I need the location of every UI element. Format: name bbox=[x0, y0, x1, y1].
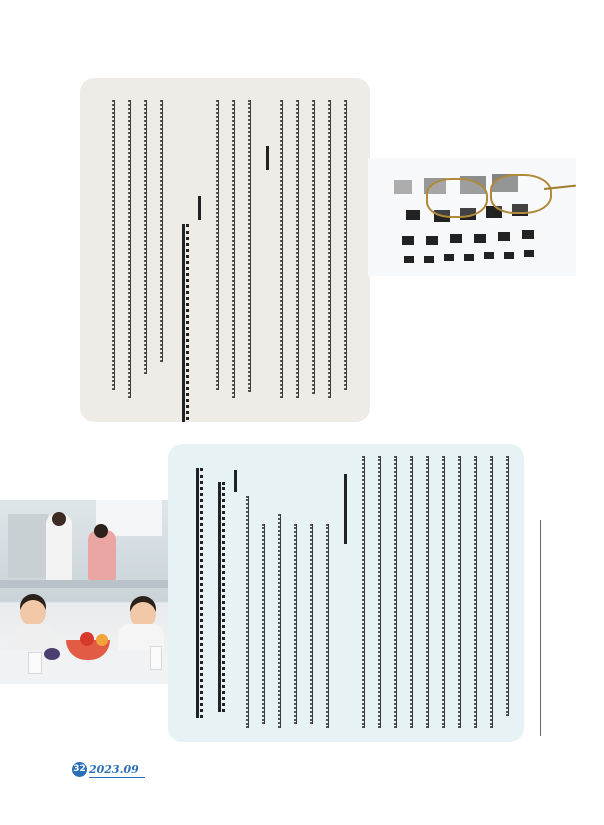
chart-symbol bbox=[464, 254, 474, 261]
chart-symbol bbox=[522, 230, 534, 239]
text-column bbox=[330, 100, 331, 398]
text-column bbox=[296, 524, 297, 724]
footer-rule bbox=[89, 777, 145, 778]
glasses-lens-left bbox=[426, 178, 488, 218]
text-column bbox=[298, 100, 299, 398]
text-column bbox=[248, 496, 249, 728]
article-panel-bottom bbox=[168, 444, 524, 742]
adult-head bbox=[94, 524, 108, 538]
text-column bbox=[492, 456, 493, 728]
text-column bbox=[380, 456, 381, 728]
chart-symbol bbox=[474, 234, 486, 243]
text-column bbox=[280, 514, 281, 728]
text-column bbox=[314, 100, 315, 394]
text-column bbox=[412, 456, 413, 728]
article-title-top bbox=[180, 224, 190, 422]
chart-symbol bbox=[450, 234, 462, 243]
counter bbox=[0, 580, 168, 588]
glasses-lens-right bbox=[490, 174, 552, 214]
child-head bbox=[20, 600, 46, 626]
article-panel-top bbox=[80, 78, 370, 422]
text-column bbox=[114, 100, 115, 390]
text-column bbox=[250, 100, 251, 392]
page-number: 32 bbox=[72, 762, 87, 777]
chart-symbol bbox=[406, 210, 420, 220]
section-marker bbox=[266, 146, 269, 170]
text-column bbox=[346, 100, 347, 390]
chart-symbol bbox=[394, 180, 412, 194]
adult-head bbox=[52, 512, 66, 526]
grapes bbox=[44, 648, 60, 660]
issue-date: 2023.09 bbox=[89, 763, 139, 776]
text-column bbox=[312, 524, 313, 724]
chart-symbol bbox=[426, 236, 438, 245]
text-column bbox=[428, 456, 429, 728]
section-marker bbox=[234, 470, 237, 492]
chart-symbol bbox=[484, 252, 494, 259]
glass bbox=[28, 652, 42, 674]
chart-symbol bbox=[524, 250, 534, 257]
text-column bbox=[130, 100, 131, 398]
text-column bbox=[218, 100, 219, 390]
text-column bbox=[396, 456, 397, 728]
chart-symbol bbox=[404, 256, 414, 263]
article-title-bottom bbox=[194, 468, 204, 718]
text-column bbox=[282, 100, 283, 398]
fruit bbox=[96, 634, 108, 646]
eye-chart-image bbox=[368, 158, 576, 276]
text-column bbox=[476, 456, 477, 728]
text-column bbox=[264, 524, 265, 724]
section-marker bbox=[344, 474, 347, 544]
text-column bbox=[508, 456, 509, 716]
chart-symbol bbox=[444, 254, 454, 261]
cabinet bbox=[8, 514, 48, 578]
text-column bbox=[146, 100, 147, 374]
text-column bbox=[162, 100, 163, 362]
chart-symbol bbox=[402, 236, 414, 245]
text-column bbox=[328, 524, 329, 728]
image-caption bbox=[540, 520, 541, 736]
article-title-bottom bbox=[216, 482, 226, 712]
family-kitchen-image bbox=[0, 500, 168, 684]
chart-symbol bbox=[504, 252, 514, 259]
text-column bbox=[460, 456, 461, 728]
glass bbox=[150, 646, 162, 670]
text-column bbox=[234, 100, 235, 398]
section-marker bbox=[198, 196, 201, 220]
text-column bbox=[444, 456, 445, 728]
chart-symbol bbox=[498, 232, 510, 241]
fruit bbox=[80, 632, 94, 646]
text-column bbox=[364, 456, 365, 728]
chart-symbol bbox=[424, 256, 434, 263]
